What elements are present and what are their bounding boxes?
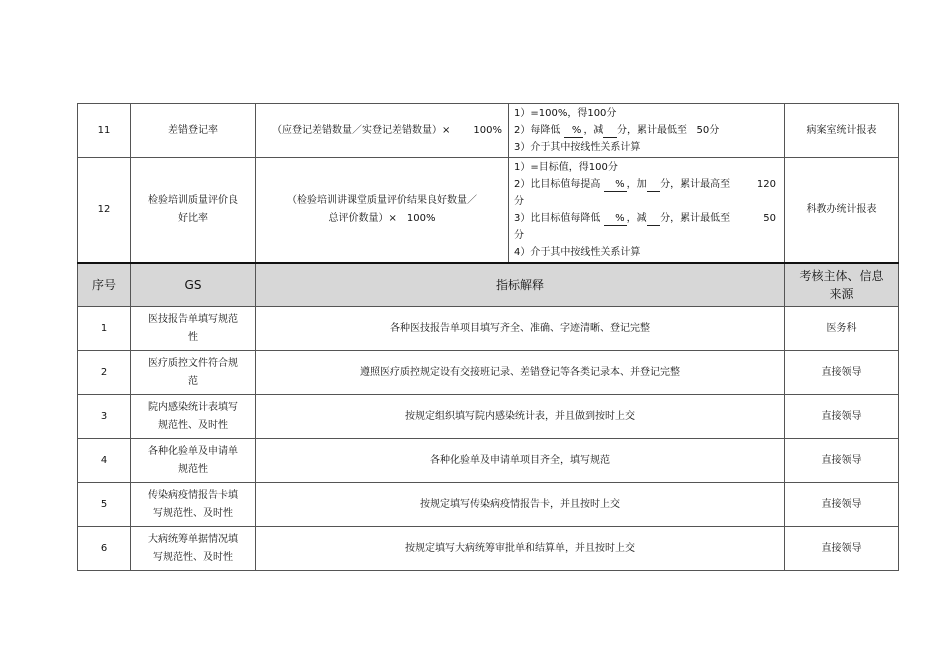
gs-name xyxy=(131,307,256,351)
indicator-explanation: 按规定组织填写院内感染统计表，并且做到按时上交 xyxy=(256,395,785,439)
gs-name-line: 各种化验单及申请单 xyxy=(148,445,238,457)
gs-name-line: 规范性、及时性 xyxy=(158,419,228,431)
blank-points xyxy=(603,124,617,138)
header-source-line: 来源 xyxy=(829,287,854,301)
gs-indicator-table xyxy=(77,262,899,571)
scoring-line: 3）介于其中按线性关系计算 xyxy=(514,142,641,153)
scoring-line xyxy=(514,176,784,193)
scoring-text: 3）比目标值每降低 xyxy=(514,213,601,224)
scoring-limit: 50分 xyxy=(696,125,720,136)
scoring-line xyxy=(514,210,784,227)
scoring-line: 分 xyxy=(514,230,524,241)
gs-name-line: 医疗质控文件符合规 xyxy=(148,357,238,369)
indicator-explanation: 遵照医疗质控规定设有交接班记录、差错登记等各类记录本、并登记完整 xyxy=(256,351,785,395)
row-number: 1 xyxy=(78,307,131,351)
gs-name xyxy=(131,483,256,527)
indicator-formula xyxy=(256,158,509,263)
gs-name xyxy=(131,439,256,483)
gs-name-line: 传染病疫情报告卡填 xyxy=(148,489,238,501)
scoring-text: 分，累计最低至 xyxy=(660,213,731,224)
table-row xyxy=(78,527,899,571)
scoring-rules xyxy=(509,104,785,158)
blank-points xyxy=(647,212,661,226)
blank-points xyxy=(647,178,661,192)
header-no: 序号 xyxy=(78,263,131,307)
gs-name xyxy=(131,351,256,395)
indicator-name-line: 检验培训质量评价良 xyxy=(148,195,238,206)
blank-percent xyxy=(604,178,627,192)
blank-percent xyxy=(564,124,584,138)
table-row xyxy=(78,439,899,483)
row-number: 2 xyxy=(78,351,131,395)
blank-percent-sign: % xyxy=(571,125,582,136)
scoring-table xyxy=(77,103,899,263)
row-number: 11 xyxy=(78,104,131,158)
row-number: 4 xyxy=(78,439,131,483)
info-source: 直接领导 xyxy=(785,395,899,439)
scoring-text: ，加 xyxy=(626,179,647,190)
scoring-limit: 120 xyxy=(756,179,776,190)
indicator-name-line: 好比率 xyxy=(178,213,208,224)
info-source: 直接领导 xyxy=(785,351,899,395)
header-gs: GS xyxy=(131,263,256,307)
info-source: 医务科 xyxy=(785,307,899,351)
scoring-line: 分 xyxy=(514,196,524,207)
formula-line: （检验培训讲课堂质量评价结果良好数量／ xyxy=(287,195,477,206)
row-number: 3 xyxy=(78,395,131,439)
blank-percent-sign: % xyxy=(615,213,625,224)
indicator-explanation: 按规定填写传染病疫情报告卡，并且按时上交 xyxy=(256,483,785,527)
scoring-line: 1）=100%，得100分 xyxy=(514,108,617,119)
indicator-name xyxy=(131,104,256,158)
table-header-row xyxy=(78,263,899,307)
header-source xyxy=(785,263,899,307)
scoring-line: 4）介于其中按线性关系计算 xyxy=(514,247,641,258)
row-number: 12 xyxy=(78,158,131,263)
scoring-line xyxy=(514,122,784,139)
header-explain: 指标解释 xyxy=(256,263,785,307)
indicator-explanation: 各种医技报告单项目填写齐全、准确、字迹清晰、登记完整 xyxy=(256,307,785,351)
gs-name-line: 规范性 xyxy=(178,463,208,475)
gs-name-line: 性 xyxy=(188,331,198,343)
blank-percent xyxy=(604,212,627,226)
table-row xyxy=(78,104,899,158)
scoring-text: 分，累计最高至 xyxy=(660,179,731,190)
scoring-text: 2）每降低 xyxy=(514,125,561,136)
row-number: 5 xyxy=(78,483,131,527)
gs-name-line: 医技报告单填写规范 xyxy=(148,313,238,325)
indicator-explanation: 各种化验单及申请单项目齐全，填写规范 xyxy=(256,439,785,483)
indicator-name xyxy=(131,158,256,263)
scoring-rules xyxy=(509,158,785,263)
info-source: 病案室统计报表 xyxy=(785,104,899,158)
row-number: 6 xyxy=(78,527,131,571)
scoring-text: 2）比目标值每提高 xyxy=(514,179,601,190)
formula-text: （应登记差错数量／实登记差错数量）× xyxy=(272,124,451,136)
table-row xyxy=(78,483,899,527)
indicator-explanation: 按规定填写大病统筹审批单和结算单，并且按时上交 xyxy=(256,527,785,571)
scoring-line: 1）=目标值，得100分 xyxy=(514,162,618,173)
gs-name-line: 院内感染统计表填写 xyxy=(148,401,238,413)
table-row xyxy=(78,158,899,263)
table-row xyxy=(78,395,899,439)
blank-percent-sign: % xyxy=(615,179,625,190)
info-source: 直接领导 xyxy=(785,527,899,571)
gs-name-line: 写规范性、及时性 xyxy=(153,507,233,519)
header-source-line: 考核主体、信息 xyxy=(799,269,884,283)
info-source: 科教办统计报表 xyxy=(785,158,899,263)
table-row xyxy=(78,307,899,351)
indicator-name-line: 差错登记率 xyxy=(168,124,218,136)
scoring-text: 分，累计最低至 xyxy=(616,125,687,136)
indicator-formula xyxy=(256,104,509,158)
formula-line: 总评价数量）× 100% xyxy=(328,213,436,224)
table-row xyxy=(78,351,899,395)
info-source: 直接领导 xyxy=(785,439,899,483)
gs-name xyxy=(131,395,256,439)
scoring-text: ，减 xyxy=(626,213,647,224)
info-source: 直接领导 xyxy=(785,483,899,527)
scoring-limit: 50 xyxy=(763,213,776,224)
scoring-text: ，减 xyxy=(583,125,604,136)
gs-name xyxy=(131,527,256,571)
gs-name-line: 范 xyxy=(188,375,198,387)
formula-percent: 100% xyxy=(473,124,502,136)
gs-name-line: 大病统筹单据情况填 xyxy=(148,533,238,545)
gs-name-line: 写规范性、及时性 xyxy=(153,551,233,563)
